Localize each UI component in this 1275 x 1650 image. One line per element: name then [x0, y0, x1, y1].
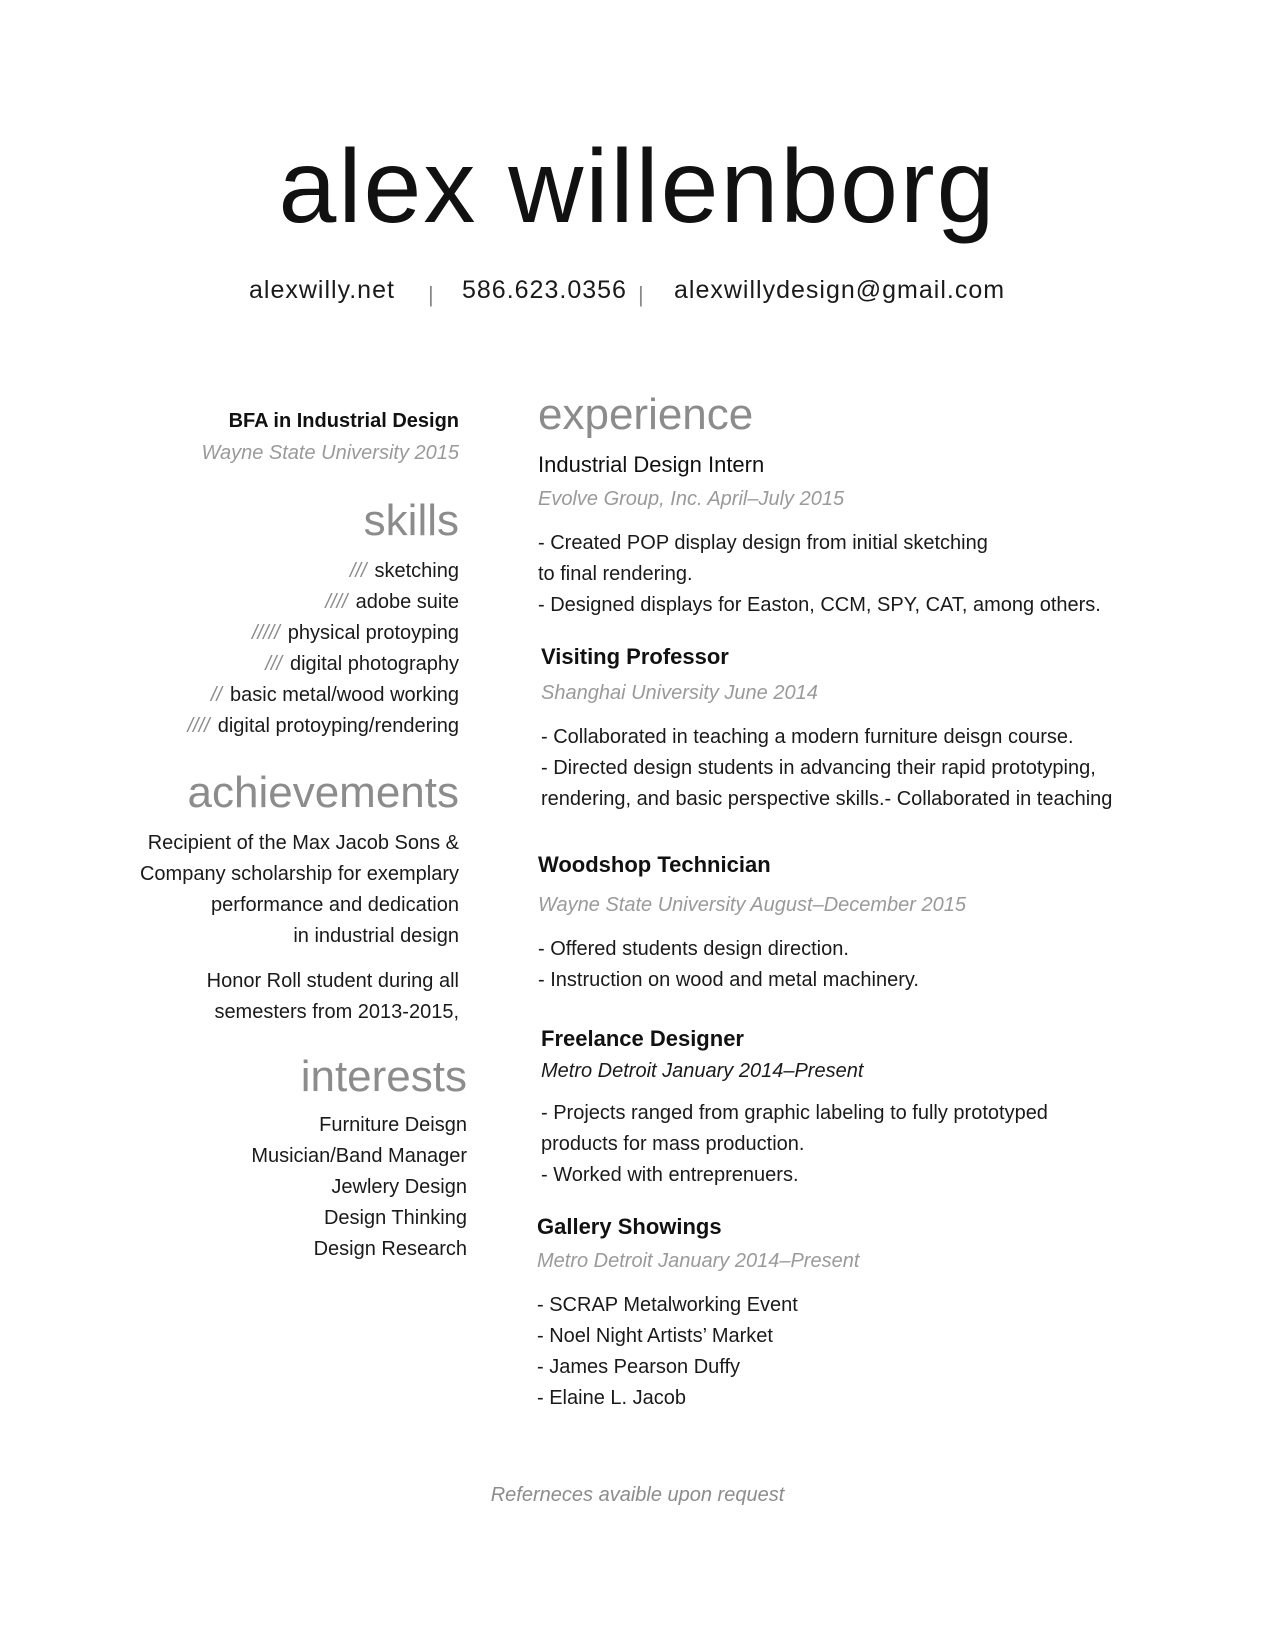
job-bullet: - SCRAP Metalworking Event	[537, 1294, 798, 1316]
job-bullet: products for mass production.	[541, 1133, 805, 1155]
job-meta: Shanghai University June 2014	[541, 682, 818, 704]
job-meta: Evolve Group, Inc. April–July 2015	[538, 488, 845, 510]
skill-item	[325, 591, 459, 614]
skill-level: //	[210, 684, 222, 706]
contact-separator: |	[428, 282, 434, 307]
experience-heading: experience	[538, 390, 754, 439]
skill-level: ////	[187, 715, 210, 737]
skill-label: sketching	[374, 560, 459, 582]
skill-level: ///	[349, 560, 367, 582]
job-bullet: - Created POP display design from initial sketching	[538, 532, 988, 554]
job-meta: Metro Detroit January 2014–Present	[541, 1060, 864, 1082]
skill-item	[252, 622, 459, 645]
job-title: Freelance Designer	[541, 1026, 744, 1051]
interest-item: Design Thinking	[323, 1207, 467, 1229]
achievement-item: Honor Roll student during all semesters from 2013-2015,	[206, 970, 459, 1023]
job-meta: Wayne State University August–December 2015	[538, 894, 966, 916]
job-title: Visiting Professor	[541, 644, 729, 669]
resume-name: alex willenborg	[278, 129, 997, 245]
job-title: Woodshop Technician	[538, 852, 771, 877]
job-title: Gallery Showings	[537, 1214, 722, 1239]
skill-label: basic metal/wood working	[230, 684, 459, 706]
education-degree: BFA in Industrial Design	[228, 410, 459, 432]
skill-label: adobe suite	[355, 591, 459, 613]
job-bullet: - Elaine L. Jacob	[537, 1387, 686, 1409]
skill-level: ///	[265, 653, 282, 675]
job-bullet: - Projects ranged from graphic labeling to fully prototyped	[541, 1102, 1048, 1124]
job-bullet: - Collaborated in teaching a modern furniture deisgn course.	[541, 726, 1074, 748]
interest-item: Jewlery Design	[331, 1176, 467, 1198]
job-bullet: - Designed displays for Easton, CCM, SPY, CAT, among others.	[538, 594, 1101, 616]
job-bullet: - Instruction on wood and metal machinery.	[538, 969, 919, 991]
interest-item: Furniture Deisgn	[319, 1114, 467, 1136]
contact-phone: 586.623.0356	[462, 276, 627, 304]
skill-label: digital photography	[289, 653, 459, 675]
achievement-item: Recipient of the Max Jacob Sons & Company scholarship for exemplary performance and dedication in industrial design	[139, 832, 459, 947]
skill-item	[187, 715, 459, 738]
skills-heading: skills	[363, 496, 459, 545]
education-school: Wayne State University 2015	[201, 442, 459, 464]
job-bullet: rendering, and basic perspective skills.- Collaborated in teaching	[541, 788, 1113, 810]
job-bullet: - Offered students design direction.	[538, 938, 849, 960]
skill-item	[265, 653, 459, 676]
job-bullet: to final rendering.	[538, 563, 693, 585]
contact-email: alexwillydesign@gmail.com	[674, 276, 1006, 304]
job-title: Industrial Design Intern	[538, 452, 765, 477]
references-note: Referneces avaible upon request	[490, 1484, 785, 1506]
job-meta: Metro Detroit January 2014–Present	[537, 1250, 860, 1272]
job-bullet: - James Pearson Duffy	[537, 1356, 741, 1378]
job-bullet: - Worked with entreprenuers.	[541, 1164, 799, 1186]
interests-heading: interests	[300, 1052, 467, 1101]
contact-separator: |	[638, 282, 644, 307]
job-bullet: - Directed design students in advancing their rapid prototyping,	[541, 757, 1096, 779]
skill-item	[350, 560, 459, 583]
skill-label: digital protoyping/rendering	[217, 715, 459, 737]
contact-website: alexwilly.net	[249, 276, 395, 304]
interest-item: Musician/Band Manager	[251, 1145, 467, 1167]
skill-item	[211, 684, 459, 707]
achievements-heading: achievements	[187, 768, 459, 817]
skill-label: physical protoyping	[287, 622, 459, 644]
skill-level: /////	[251, 622, 280, 644]
skill-level: ////	[325, 591, 348, 613]
job-bullet: - Noel Night Artists’ Market	[537, 1325, 773, 1347]
interest-item: Design Research	[313, 1238, 467, 1260]
